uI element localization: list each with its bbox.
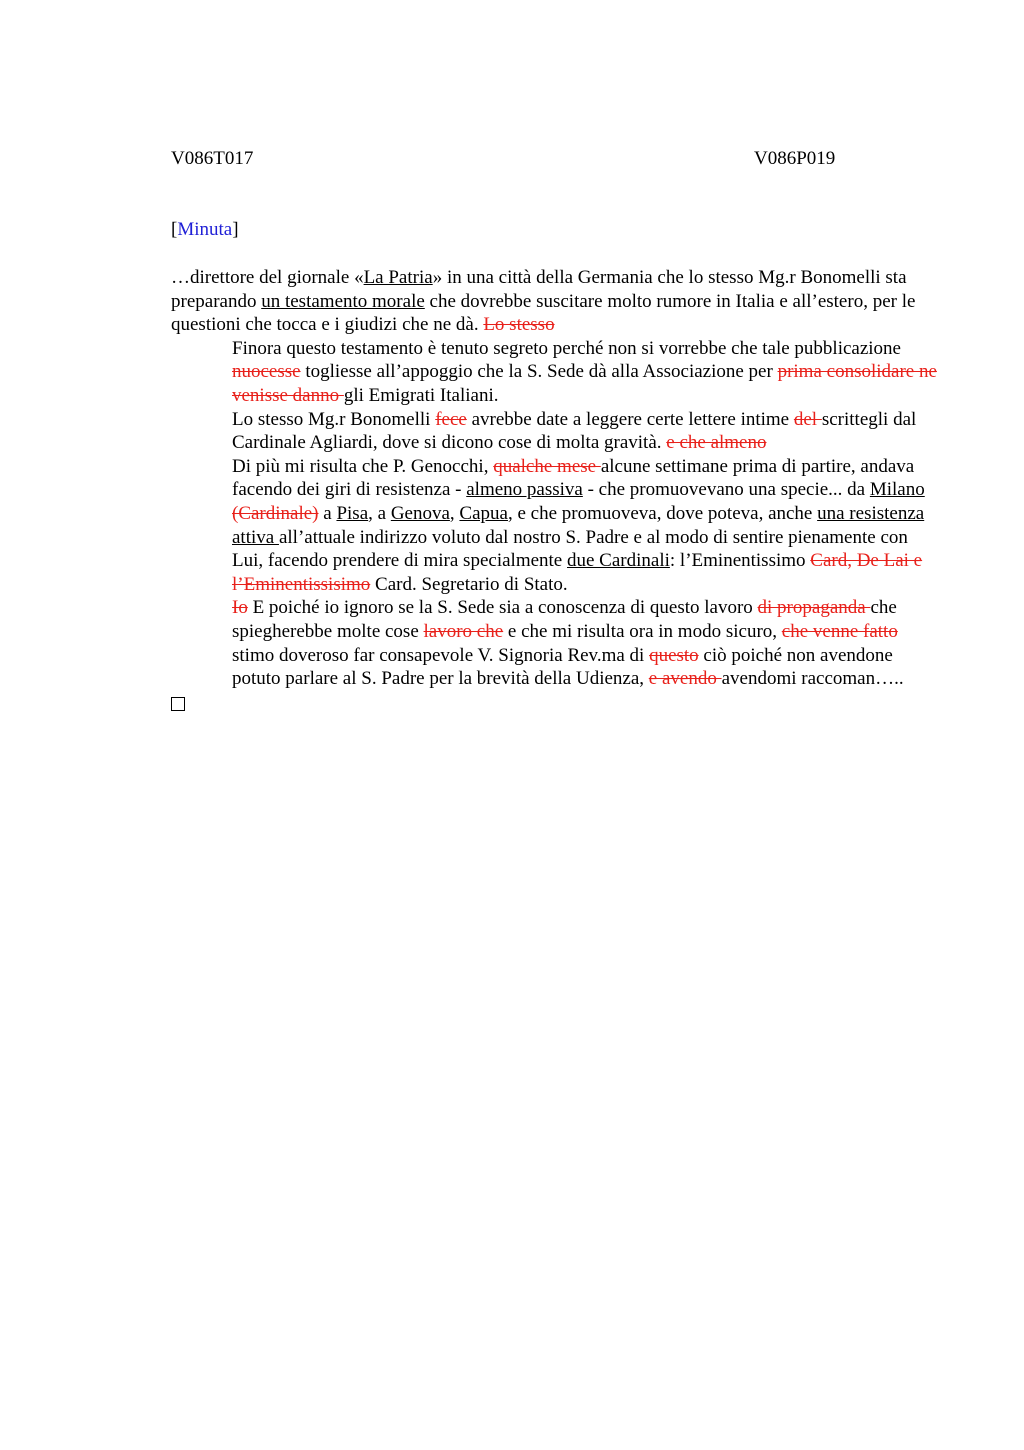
paragraph-3 — [171, 408, 941, 455]
deleted-text: Io — [232, 597, 248, 619]
text-run: » in una città della Germania che lo stesso Mg.r Bonomelli sta preparando — [171, 267, 907, 312]
text-run: che dovrebbe suscitare molto rumore in Italia e all’estero, per le questioni che tocca e i giudizi che ne dà. — [171, 290, 916, 336]
minuta-text: Minuta — [177, 219, 233, 240]
text-run: e che mi risulta ora in modo sicuro, — [503, 620, 782, 642]
underlined-text: Milano — [869, 479, 925, 501]
deleted-text: questo — [649, 644, 699, 666]
underlined-text: Capua — [459, 502, 508, 524]
left-code: V086T017 — [171, 148, 254, 169]
text-run: scrittegli dal Cardinale Agliardi, dove si dicono cose di molta gravità. — [232, 408, 917, 454]
minuta-label: [Minuta] — [171, 219, 239, 240]
deleted-text: nuocesse — [232, 361, 301, 383]
right-code: V086P019 — [754, 148, 836, 169]
underlined-text: Genova — [390, 502, 450, 524]
text-run: all’attuale indirizzo voluto dal nostro S. Padre e al modo di sentire pienamente con Lui, facendo prendere di mira specialmente — [232, 526, 908, 572]
deleted-text: che venne fatto — [781, 620, 898, 642]
underlined-text: un testamento morale — [261, 290, 425, 312]
underlined-text: Pisa — [336, 502, 369, 524]
deleted-text: lavoro che — [423, 620, 504, 642]
deleted-text: prima consolidare ne venisse danno — [232, 361, 937, 406]
text-run: stimo doveroso far consapevole V. Signoria Rev.ma di — [232, 644, 650, 666]
text-run: : l’Eminentissimo — [669, 550, 811, 572]
document-body — [171, 266, 941, 717]
text-run: , — [449, 502, 460, 524]
paragraph-4 — [171, 455, 941, 597]
text-run: avrebbe date a leggere certe lettere intime — [466, 408, 794, 430]
text-run: …direttore del giornale « — [171, 267, 364, 288]
text-run: , a — [368, 502, 391, 524]
text-run: togliesse all’appoggio che la S. Sede dà alla Associazione per — [300, 361, 778, 383]
underlined-text: una resistenza attiva — [232, 502, 925, 548]
text-run: gli Emigrati Italiani. — [343, 384, 499, 406]
end-marker — [171, 691, 941, 718]
text-run: E poiché io ignoro se la S. Sede sia a conoscenza di questo lavoro — [247, 597, 758, 619]
deleted-text: e avendo — [648, 668, 722, 690]
paragraph-2 — [171, 337, 941, 408]
text-run: - che promuovevano una specie... da — [582, 479, 870, 501]
paragraph-1 — [171, 266, 941, 337]
deleted-text: di propaganda — [757, 597, 871, 619]
underlined-text: La Patria — [363, 267, 433, 288]
paragraph-5 — [171, 596, 941, 690]
text-run: Di più mi risulta che P. Genocchi, — [232, 455, 494, 477]
deleted-text: fece — [435, 408, 467, 430]
text-run: , e che promuoveva, dove poteva, anche — [507, 502, 818, 524]
underlined-text: almeno passiva — [466, 479, 583, 501]
deleted-text: Card, De Lai e l’Eminentissisimo — [232, 550, 923, 595]
text-run: a — [318, 502, 337, 524]
deleted-text: qualche mese — [493, 455, 601, 477]
text-run: avendomi raccoman….. — [721, 668, 904, 690]
text-run: Lo stesso Mg.r Bonomelli — [232, 408, 436, 430]
square-icon — [171, 697, 185, 711]
deleted-text: e che almeno — [666, 432, 767, 454]
text-run: Finora questo testamento è tenuto segreto perché non si vorrebbe che tale pubblicazione — [232, 337, 901, 359]
text-run: Card. Segretario di Stato. — [370, 573, 568, 595]
deleted-text: (Cardinale) — [232, 502, 319, 524]
text-run: alcune settimane prima di partire, andava facendo dei giri di resistenza - — [232, 455, 915, 501]
text-run: ciò poiché non avendone potuto parlare al S. Padre per la brevità della Udienza, — [232, 644, 893, 690]
text-run: che spiegherebbe molte cose — [232, 597, 897, 642]
deleted-text: Lo stesso — [483, 314, 555, 336]
deleted-text: del — [793, 408, 822, 430]
underlined-text: due Cardinali — [567, 550, 670, 572]
